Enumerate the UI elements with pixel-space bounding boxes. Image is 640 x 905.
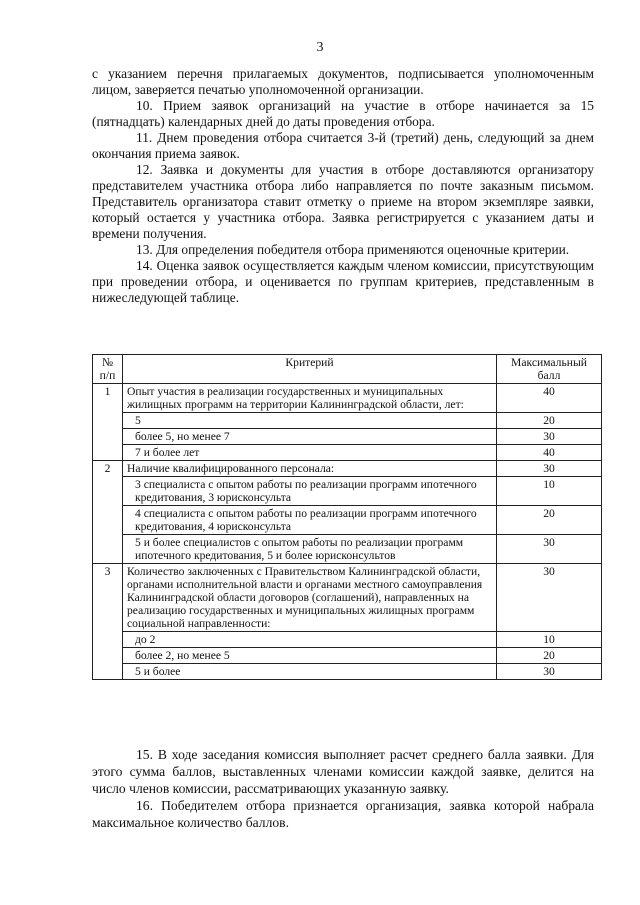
table-row (93, 664, 602, 680)
score-cell: 30 (497, 664, 602, 680)
header-criterion: Критерий (123, 355, 497, 384)
table-row (93, 535, 602, 564)
score-cell: 30 (497, 564, 602, 632)
score-cell: 40 (497, 445, 602, 461)
criterion-cell: 5 и более специалистов с опытом работы по реализации программ ипотечного кредитования, 5 и более юрисконсультов (123, 535, 497, 564)
score-cell: 20 (497, 413, 602, 429)
criterion-cell: 5 (123, 413, 497, 429)
paragraph: 14. Оценка заявок осуществляется каждым членом комиссии, присутствующим при проведении отбора, и оценивается по группам критериев, представленным в нижеследующей таблице. (92, 258, 594, 305)
paragraph: 16. Победителем отбора признается организация, заявка которой набрала максимальное количество баллов. (92, 798, 594, 830)
criterion-cell: до 2 (123, 632, 497, 648)
score-cell: 30 (497, 429, 602, 445)
criterion-cell: более 2, но менее 5 (123, 648, 497, 664)
table-row (93, 477, 602, 506)
paragraph: 12. Заявка и документы для участия в отборе доставляются организатору представителем участника отбора либо направляется по почте заказным письмом. Представитель организатора ставит отметку о приеме на втором экземпляре заявки, который остается у участника отбора. Заявка регистрируется с указанием даты и времени получения. (92, 162, 594, 241)
table-row (93, 632, 602, 648)
table-row (93, 461, 602, 477)
row-num: 2 (93, 461, 123, 564)
table-header-row (93, 355, 602, 384)
row-num: 1 (93, 384, 123, 461)
table-row (93, 506, 602, 535)
paragraph: 11. Днем проведения отбора считается 3-й (третий) день, следующий за днем окончания приема заявок. (92, 130, 594, 161)
paragraph: 15. В ходе заседания комиссия выполняет расчет среднего балла заявки. Для этого сумма баллов, выставленных членами комиссии каждой заявке, делится на число членов комиссии, рассматривающих указанную заявку. (92, 747, 594, 796)
score-cell: 30 (497, 461, 602, 477)
score-cell: 20 (497, 648, 602, 664)
table-row (93, 413, 602, 429)
table-row (93, 429, 602, 445)
criteria-table (92, 354, 602, 680)
criterion-cell: Наличие квалифицированного персонала: (123, 461, 497, 477)
score-cell: 10 (497, 632, 602, 648)
text-block-bottom (92, 746, 594, 831)
paragraph: 10. Прием заявок организаций на участие в отборе начинается за 15 (пятнадцать) календарных дней до даты проведения отбора. (92, 98, 594, 129)
table-row (93, 384, 602, 413)
text-block-top (92, 66, 594, 306)
score-cell: 20 (497, 506, 602, 535)
paragraph: с указанием перечня прилагаемых документов, подписывается уполномоченным лицом, заверяется печатью уполномоченной организации. (92, 66, 594, 97)
score-cell: 30 (497, 535, 602, 564)
criterion-cell: 7 и более лет (123, 445, 497, 461)
score-cell: 10 (497, 477, 602, 506)
score-cell: 40 (497, 384, 602, 413)
table-row (93, 564, 602, 632)
criterion-cell: 3 специалиста с опытом работы по реализации программ ипотечного кредитования, 3 юрисконсульта (123, 477, 497, 506)
header-num: № п/п (93, 355, 123, 384)
criterion-cell: более 5, но менее 7 (123, 429, 497, 445)
criterion-cell: Опыт участия в реализации государственных и муниципальных жилищных программ на территории Калининградской области, лет: (123, 384, 497, 413)
paragraph: 13. Для определения победителя отбора применяются оценочные критерии. (136, 242, 570, 257)
table-row (93, 445, 602, 461)
row-num: 3 (93, 564, 123, 680)
table-row (93, 648, 602, 664)
page-number: 3 (316, 40, 324, 55)
criterion-cell: 5 и более (123, 664, 497, 680)
criterion-cell: Количество заключенных с Правительством Калининградской области, органами исполнительной власти и органами местного самоуправления Калининградской области договоров (соглашений), направленных на реализацию государственных и муниципальных жилищных программ социальной направленности: (123, 564, 497, 632)
criterion-cell: 4 специалиста с опытом работы по реализации программ ипотечного кредитования, 4 юрисконсульта (123, 506, 497, 535)
header-max-score: Максимальный балл (497, 355, 602, 384)
